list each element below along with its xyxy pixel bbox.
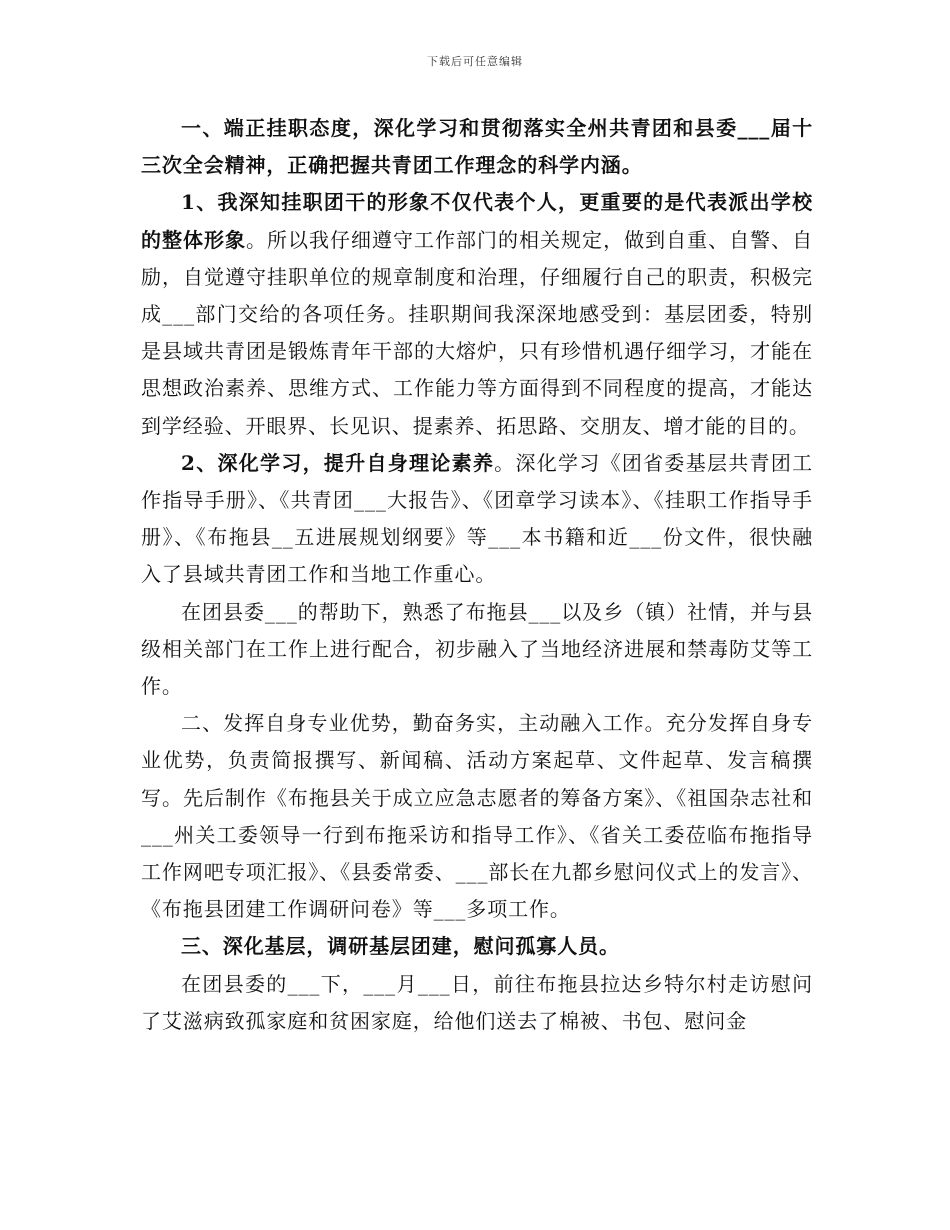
paragraph-one-lead: 1、我深知挂职团干的形象不仅代表个人，更重要的是代表派出学校的整体形象	[141, 190, 813, 252]
page-header: 下载后可任意编辑	[427, 55, 523, 68]
paragraph-two-lead: 2、深化学习，提升自身理论素养	[181, 450, 495, 475]
section-heading-one: 一、端正挂职态度，深化学习和贯彻落实全州共青团和县委___届十三次全会精神，正确把握共青团工作理念的科学内涵。	[141, 116, 813, 178]
section-heading-three: 三、深化基层，调研基层团建，慰问孤寡人员。	[181, 934, 620, 959]
paragraph-two	[141, 445, 813, 594]
paragraph-three: 在团县委___的帮助下，熟悉了布拖县___以及乡（镇）社情，并与县级相关部门在工作上进行配合，初步融入了当地经济进展和禁毒防艾等工作。	[141, 599, 813, 699]
document-body	[141, 110, 813, 1040]
paragraph-one	[141, 184, 813, 444]
paragraph-five: 在团县委的___下，___月___日，前往布拖县拉达乡特尔村走访慰问了艾滋病致孤家庭和贫困家庭，给他们送去了棉被、书包、慰问金	[141, 971, 813, 1033]
paragraph-one-body: 。所以我仔细遵守工作部门的相关规定，做到自重、自警、自励，自觉遵守挂职单位的规章制度和治理，仔细履行自己的职责，积极完成___部门交给的各项任务。挂职期间我深深地感受到：基层团委，特别是县域共青团是锻炼青年干部的大熔炉，只有珍惜机遇仔细学习，才能在思想政治素养、思维方式、工作能力等方面得到不同程度的提高，才能达到学经验、开眼界、长见识、提素养、拓思路、交朋友、增才能的目的。	[141, 227, 813, 438]
section-two-paragraph: 二、发挥自身专业优势，勤奋务实，主动融入工作。充分发挥自身专业优势，负责简报撰写、新闻稿、活动方案起草、文件起草、发言稿撰写。先后制作《布拖县关于成立应急志愿者的筹备方案》、《祖国杂志社和___州关工委领导一行到布拖采访和指导工作》、《省关工委莅临布拖指导工作网吧专项汇报》、《县委常委、___部长在九都乡慰问仪式上的发言》、《布拖县团建工作调研问卷》等___多项工作。	[141, 711, 813, 922]
paragraph-two-body: 。深化学习《团省委基层共青团工作指导手册》、《共青团___大报告》、《团章学习读本》、《挂职工作指导手册》、《布拖县__五进展规划纲要》等___本书籍和近___份文件，很快融入了县域共青团工作和当地工作重心。	[141, 450, 814, 587]
